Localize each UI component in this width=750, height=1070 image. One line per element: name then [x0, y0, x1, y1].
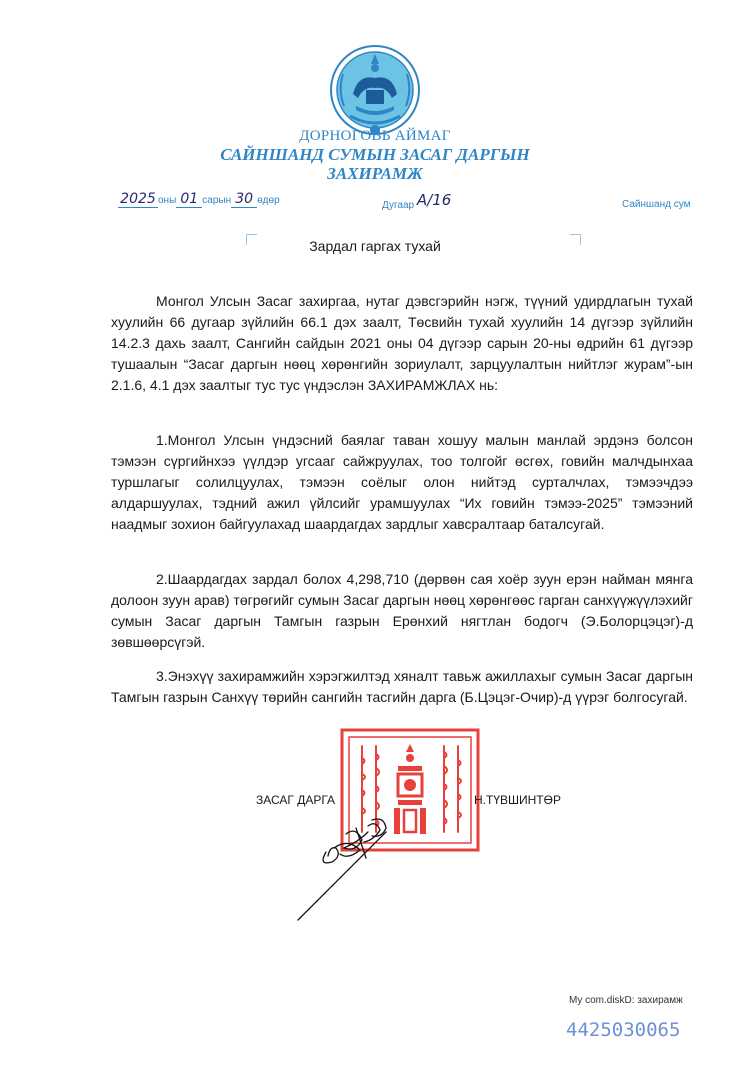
signatory-title: ЗАСАГ ДАРГА: [256, 793, 336, 807]
place-of-issue: Сайншанд сум: [622, 199, 691, 210]
number-value: А/16: [416, 191, 452, 209]
document-number: [382, 191, 452, 212]
order-item-3: 3.Энэхүү захирамжийн хэрэгжилтэд хяналт тавьж ажиллахыг сумын Засаг даргын Тамгын газрын Санхүү төрийн сангийн тасгийн дарга (Б.Цэцэг-Очир)-д үүрэг болгосугай.: [111, 668, 693, 705]
order-item-2: 2.Шаардагдах зардал болох 4,298,710 (дөрвөн сая хоёр зуун ерэн найман мянга долоон зуун арав) төгрөгийг сумын Засаг даргын нөөц хөрөнгөөс гарган санхүүжүүлэхийг сумын Засаг даргын Тамгын газрын Ерөнхий нягтлан бодогч (Э.Болорцэцэг)-д зөвшөөрсүгэй.: [111, 571, 693, 650]
number-label: Дугаар: [382, 200, 415, 211]
order-item-1: 1.Монгол Улсын үндэсний баялаг таван хошуу малын манлай эрдэнэ болсон тэмээн сүргийнхээ үүлдэр угсааг сайжруулах, тоо толгойг өсгөх, говийн малчдынхаа туршлагыг солилцуулах, тэмээн соёлыг олон нийтэд сурталчлах, тэмээчдээ алдаршуулах, тэдний ажил үйлсийг урамшуулах “Их говийн тэмээ-2025” тэмээний наадмыг зохион байгуулахад шаардагдах зардлыг хавсралтаар баталсугай.: [111, 432, 693, 532]
state-emblem-icon: [328, 44, 422, 140]
registry-stamp-number: 4425030065: [566, 1019, 681, 1041]
province-heading: ДОРНОГОВЬ АЙМАГ: [299, 128, 451, 144]
office-heading: САЙНШАНД СУМЫН ЗАСАГ ДАРГЫН: [220, 145, 530, 164]
handwritten-signature-icon: [290, 790, 430, 930]
date-day-label: өдөр: [257, 195, 280, 206]
file-path-note: My com.diskD: захирамж: [569, 995, 683, 1006]
doc-type-heading: ЗАХИРАМЖ: [327, 164, 423, 183]
date-month-label: сарын: [202, 195, 232, 206]
date-day: 30: [231, 192, 257, 208]
preamble-paragraph: Монгол Улсын Засаг захиргаа, нутаг дэвсгэрийн нэгж, түүний удирдлагын тухай хуулийн 66 дугаар зүйлийн 66.1 дэх заалт, Төсвийн тухай хуулийн 14 дүгээр зүйлийн 14.2.3 дахь заалт, Сангийн сайдын 2021 оны 04 дүгээр сарын 20-ны өдрийн 61 дүгээр тушаалын “Засаг даргын нөөц хөрөнгийн зориулалт, зарцуулалтын нийтлэг журам”-ын 2.1.6, 4.1 дэх заалтыг тус тус үндэслэн ЗАХИРАМЖЛАХ нь:: [111, 293, 693, 393]
signatory-name: Н.ТҮВШИНТӨР: [474, 793, 561, 807]
date-year: 2025: [118, 192, 158, 208]
document-subject: Зардал гаргах тухай: [309, 238, 441, 254]
date-line: [118, 192, 280, 208]
date-year-label: оны: [158, 195, 177, 206]
date-month: 01: [176, 192, 202, 208]
